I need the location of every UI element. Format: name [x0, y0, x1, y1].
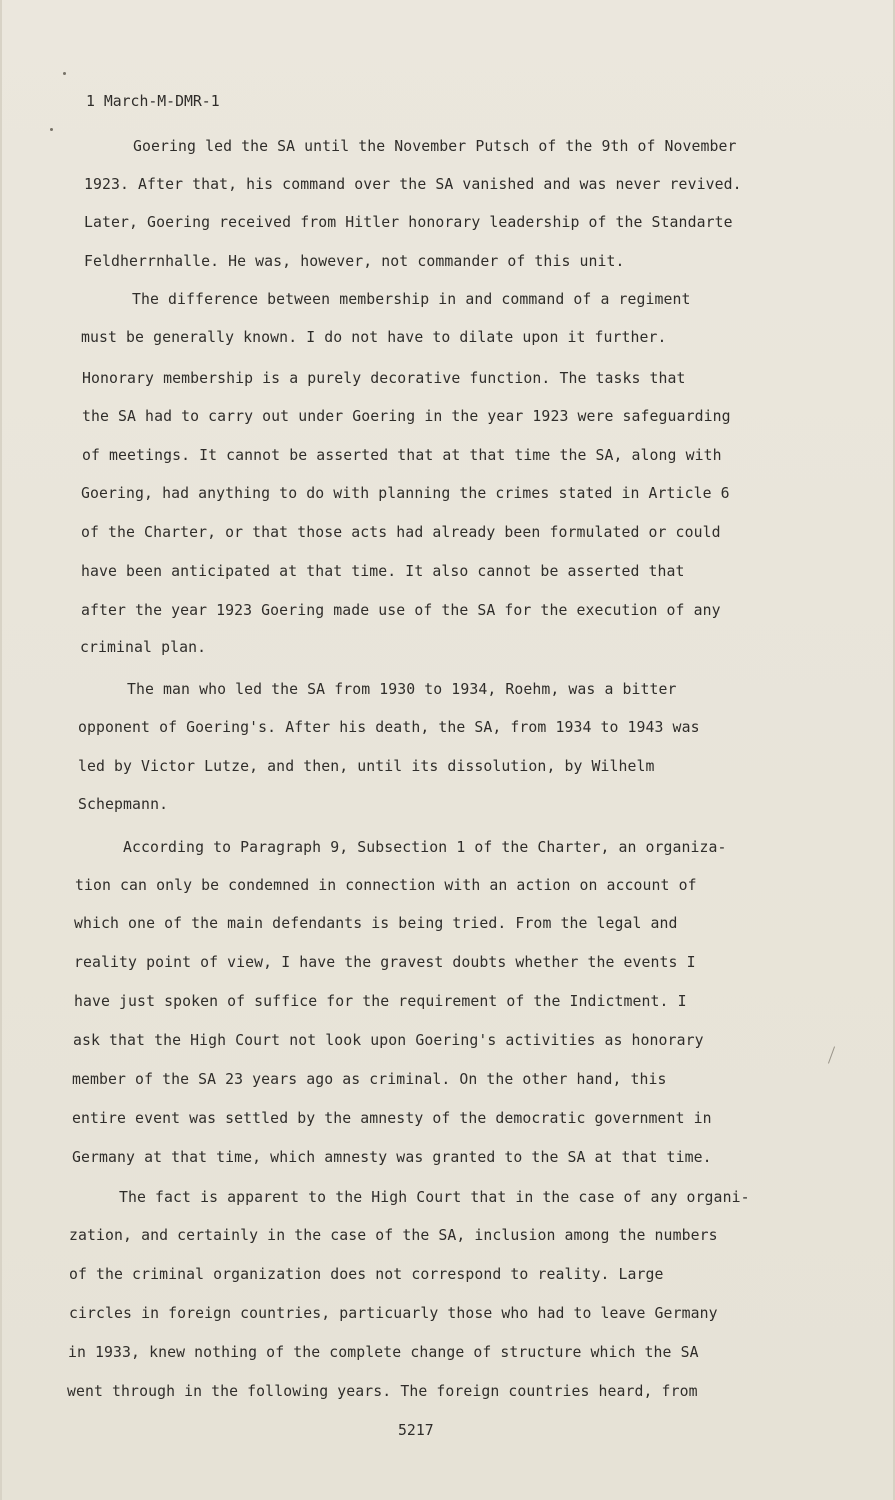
body-line: Honorary membership is a purely decorative function. The tasks that [82, 370, 686, 387]
body-line: zation, and certainly in the case of the SA, inclusion among the numbers [69, 1227, 718, 1244]
body-line: The man who led the SA from 1930 to 1934, Roehm, was a bitter [127, 681, 677, 698]
body-line: opponent of Goering's. After his death, the SA, from 1934 to 1943 was [78, 719, 700, 736]
body-line: went through in the following years. The foreign countries heard, from [67, 1383, 698, 1400]
paper-scratch [828, 1046, 835, 1063]
page-number: 5217 [398, 1422, 434, 1439]
body-line: have just spoken of suffice for the requirement of the Indictment. I [74, 993, 687, 1010]
body-line: reality point of view, I have the gravest doubts whether the events I [74, 954, 696, 971]
body-line: of the Charter, or that those acts had already been formulated or could [81, 524, 721, 541]
body-line: The difference between membership in and command of a regiment [132, 291, 691, 308]
body-line: in 1933, knew nothing of the complete change of structure which the SA [68, 1344, 699, 1361]
body-line: of meetings. It cannot be asserted that at that time the SA, along with [82, 447, 722, 464]
body-line: the SA had to carry out under Goering in the year 1923 were safeguarding [82, 408, 731, 425]
paper-speck [63, 72, 66, 75]
paper-speck [50, 128, 53, 131]
body-line: which one of the main defendants is being tried. From the legal and [74, 915, 678, 932]
body-line: The fact is apparent to the High Court that in the case of any organi- [119, 1189, 750, 1206]
body-line: tion can only be condemned in connection with an action on account of [75, 877, 697, 894]
body-line: have been anticipated at that time. It also cannot be asserted that [81, 563, 685, 580]
body-line: after the year 1923 Goering made use of the SA for the execution of any [81, 602, 721, 619]
body-line: circles in foreign countries, particuarly those who had to leave Germany [69, 1305, 718, 1322]
body-line: member of the SA 23 years ago as criminal. On the other hand, this [72, 1071, 667, 1088]
body-line: Feldherrnhalle. He was, however, not commander of this unit. [84, 253, 625, 270]
body-line: must be generally known. I do not have to dilate upon it further. [81, 329, 667, 346]
body-line: entire event was settled by the amnesty of the democratic government in [72, 1110, 712, 1127]
body-line: criminal plan. [80, 639, 207, 656]
document-header-id: 1 March-M-DMR-1 [86, 93, 220, 110]
body-line: Later, Goering received from Hitler honorary leadership of the Standarte [84, 214, 733, 231]
body-line: 1923. After that, his command over the SA vanished and was never revived. [84, 176, 742, 193]
body-line: Schepmann. [78, 796, 169, 813]
body-line: Goering led the SA until the November Putsch of the 9th of November [133, 138, 737, 155]
body-line: According to Paragraph 9, Subsection 1 of the Charter, an organiza- [123, 839, 727, 856]
body-line: led by Victor Lutze, and then, until its dissolution, by Wilhelm [78, 758, 655, 775]
body-line: of the criminal organization does not correspond to reality. Large [69, 1266, 664, 1283]
body-line: ask that the High Court not look upon Goering's activities as honorary [73, 1032, 704, 1049]
body-line: Goering, had anything to do with planning the crimes stated in Article 6 [81, 485, 730, 502]
body-line: Germany at that time, which amnesty was granted to the SA at that time. [72, 1149, 712, 1166]
